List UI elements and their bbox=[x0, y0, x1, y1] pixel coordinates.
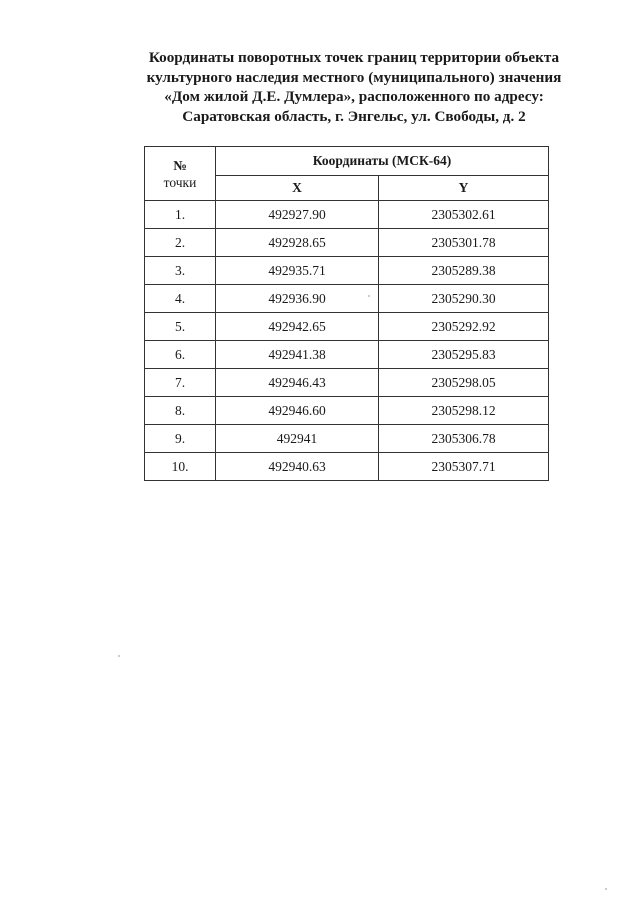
scan-speck bbox=[368, 295, 370, 297]
point-number: 7. bbox=[145, 369, 216, 397]
y-value: 2305289.38 bbox=[379, 257, 549, 285]
title-line: культурного наследия местного (муниципального) значения bbox=[146, 68, 562, 86]
x-value: 492928.65 bbox=[216, 229, 379, 257]
y-value: 2305292.92 bbox=[379, 313, 549, 341]
y-value: 2305290.30 bbox=[379, 285, 549, 313]
coordinates-table bbox=[144, 146, 549, 481]
point-label: точки bbox=[163, 174, 197, 190]
point-number: 4. bbox=[145, 285, 216, 313]
x-value: 492935.71 bbox=[216, 257, 379, 285]
point-number: 2. bbox=[145, 229, 216, 257]
y-value: 2305302.61 bbox=[379, 201, 549, 229]
x-value: 492936.90 bbox=[216, 285, 379, 313]
table-row bbox=[145, 397, 549, 425]
point-number: 3. bbox=[145, 257, 216, 285]
scan-speck bbox=[605, 888, 607, 890]
y-value: 2305306.78 bbox=[379, 425, 549, 453]
x-value: 492927.90 bbox=[216, 201, 379, 229]
document-title bbox=[100, 48, 608, 126]
coordinates-header: Координаты (МСК-64) bbox=[216, 147, 549, 176]
y-value: 2305298.12 bbox=[379, 397, 549, 425]
point-number: 1. bbox=[145, 201, 216, 229]
point-number: 6. bbox=[145, 341, 216, 369]
point-number: 5. bbox=[145, 313, 216, 341]
y-value: 2305307.71 bbox=[379, 453, 549, 481]
table-row bbox=[145, 285, 549, 313]
table-row bbox=[145, 425, 549, 453]
y-value: 2305298.05 bbox=[379, 369, 549, 397]
y-value: 2305301.78 bbox=[379, 229, 549, 257]
y-value: 2305295.83 bbox=[379, 341, 549, 369]
x-value: 492941 bbox=[216, 425, 379, 453]
title-line: Координаты поворотных точек границ территории объекта bbox=[148, 49, 560, 66]
x-value: 492946.43 bbox=[216, 369, 379, 397]
title-line: «Дом жилой Д.Е. Думлера», расположенного по адресу: bbox=[164, 88, 544, 105]
table-row bbox=[145, 257, 549, 285]
point-number: 9. bbox=[145, 425, 216, 453]
x-header: X bbox=[216, 176, 379, 201]
x-value: 492941.38 bbox=[216, 341, 379, 369]
table-row bbox=[145, 313, 549, 341]
table-row bbox=[145, 201, 549, 229]
point-number-header bbox=[145, 147, 216, 201]
table-row bbox=[145, 341, 549, 369]
x-value: 492946.60 bbox=[216, 397, 379, 425]
table-row bbox=[145, 453, 549, 481]
y-header: Y bbox=[379, 176, 549, 201]
table-row bbox=[145, 229, 549, 257]
scan-speck bbox=[118, 655, 120, 657]
x-value: 492940.63 bbox=[216, 453, 379, 481]
number-sign: № bbox=[173, 157, 187, 173]
point-number: 8. bbox=[145, 397, 216, 425]
point-number: 10. bbox=[145, 453, 216, 481]
table-row bbox=[145, 369, 549, 397]
title-line: Саратовская область, г. Энгельс, ул. Свободы, д. 2 bbox=[182, 107, 526, 125]
x-value: 492942.65 bbox=[216, 313, 379, 341]
